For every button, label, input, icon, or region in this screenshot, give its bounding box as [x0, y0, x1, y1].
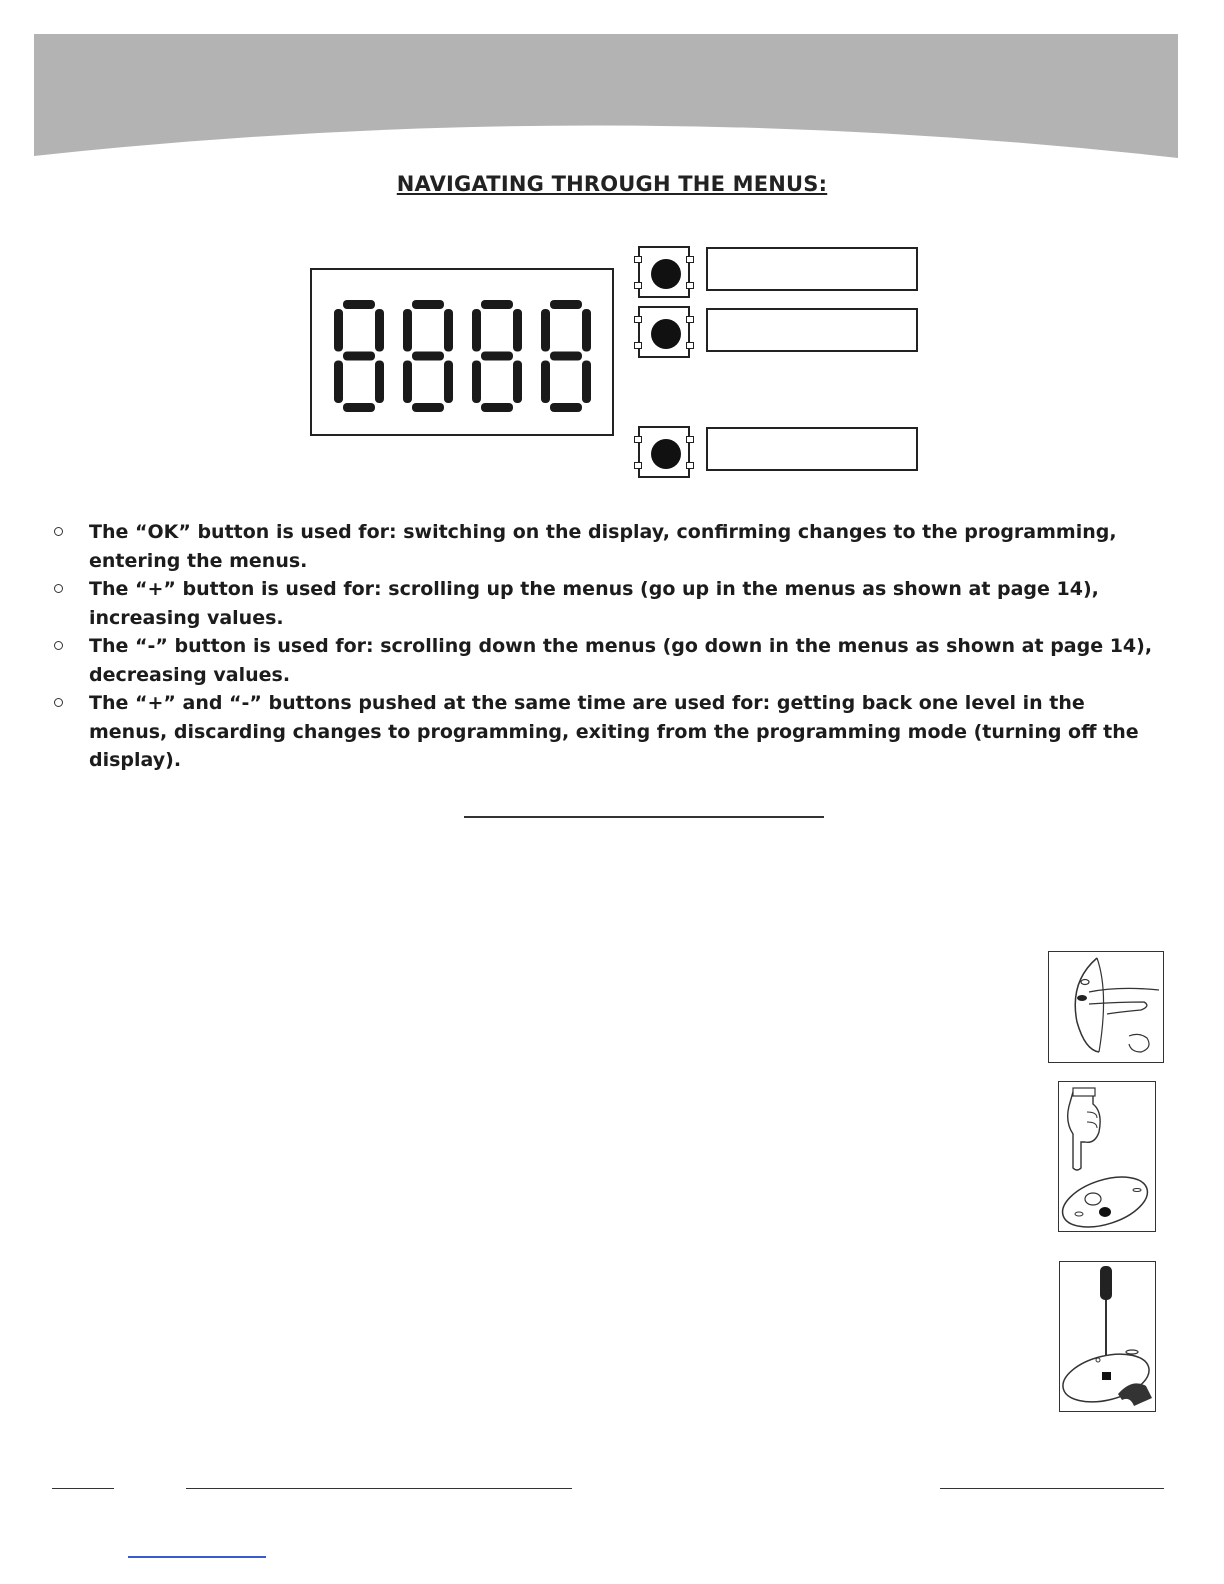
seven-segment-display: [310, 268, 614, 436]
digit-segment: [513, 361, 522, 404]
circle-bullet-icon: [54, 641, 63, 650]
digit-segment: [343, 403, 375, 412]
digit-segment: [481, 300, 513, 309]
digit-segment: [550, 403, 582, 412]
plus-button-label-box: [706, 308, 918, 352]
footer-link-underline: [128, 1556, 266, 1558]
list-item: The “+” button is used for: scrolling up the menus (go up in the menus as shown at page 14), increasing values.: [52, 575, 1162, 632]
digit-segment: [334, 361, 343, 404]
list-item: The “+” and “-” buttons pushed at the same time are used for: getting back one level in the menus, discarding changes to programming, exiting from the programming mode (turning off the display).: [52, 689, 1162, 775]
ok-button-label-box: [706, 247, 918, 291]
digit-segment: [481, 403, 513, 412]
digit-segment: [403, 309, 412, 352]
seven-segment-digit: [472, 300, 522, 412]
digit-segment: [343, 300, 375, 309]
digit-segment: [550, 300, 582, 309]
digit-segment: [343, 352, 375, 361]
digit-segment: [412, 403, 444, 412]
digit-segment: [481, 352, 513, 361]
footer-rule-left: [52, 1488, 114, 1489]
list-item: The “-” button is used for: scrolling down the menus (go down in the menus as shown at page 14), decreasing values.: [52, 632, 1162, 689]
section-title: NAVIGATING THROUGH THE MENUS:: [396, 172, 828, 196]
screwdriver-remote-icon: [1059, 1261, 1156, 1412]
digit-segment: [472, 361, 481, 404]
digit-segment: [582, 361, 591, 404]
header-band: [34, 34, 1178, 160]
digit-segment: [412, 300, 444, 309]
push-button-icon: [651, 319, 681, 349]
digit-segment: [582, 309, 591, 352]
seven-segment-digits: [312, 270, 616, 438]
seven-segment-digit: [334, 300, 384, 412]
ok-button[interactable]: [638, 246, 690, 298]
footer-rule-right: [940, 1488, 1164, 1489]
section-divider: [464, 816, 824, 818]
push-button-icon: [651, 259, 681, 289]
seven-segment-digit: [403, 300, 453, 412]
push-button-icon: [651, 439, 681, 469]
instruction-list: [52, 518, 1162, 775]
minus-button-label-box: [706, 427, 918, 471]
footer-rule-middle: [186, 1488, 572, 1489]
digit-segment: [375, 309, 384, 352]
hand-pointing-remote-icon: [1058, 1081, 1156, 1232]
finger-pressing-remote-icon: [1048, 951, 1164, 1063]
list-item: The “OK” button is used for: switching on the display, confirming changes to the programming, entering the menus.: [52, 518, 1162, 575]
digit-segment: [412, 352, 444, 361]
digit-segment: [444, 309, 453, 352]
circle-bullet-icon: [54, 527, 63, 536]
digit-segment: [513, 309, 522, 352]
digit-segment: [375, 361, 384, 404]
circle-bullet-icon: [54, 698, 63, 707]
digit-segment: [541, 309, 550, 352]
seven-segment-digit: [541, 300, 591, 412]
circle-bullet-icon: [54, 584, 63, 593]
digit-segment: [550, 352, 582, 361]
digit-segment: [403, 361, 412, 404]
minus-button[interactable]: [638, 426, 690, 478]
plus-button[interactable]: [638, 306, 690, 358]
display-diagram: [300, 236, 940, 486]
digit-segment: [444, 361, 453, 404]
digit-segment: [334, 309, 343, 352]
digit-segment: [541, 361, 550, 404]
digit-segment: [472, 309, 481, 352]
